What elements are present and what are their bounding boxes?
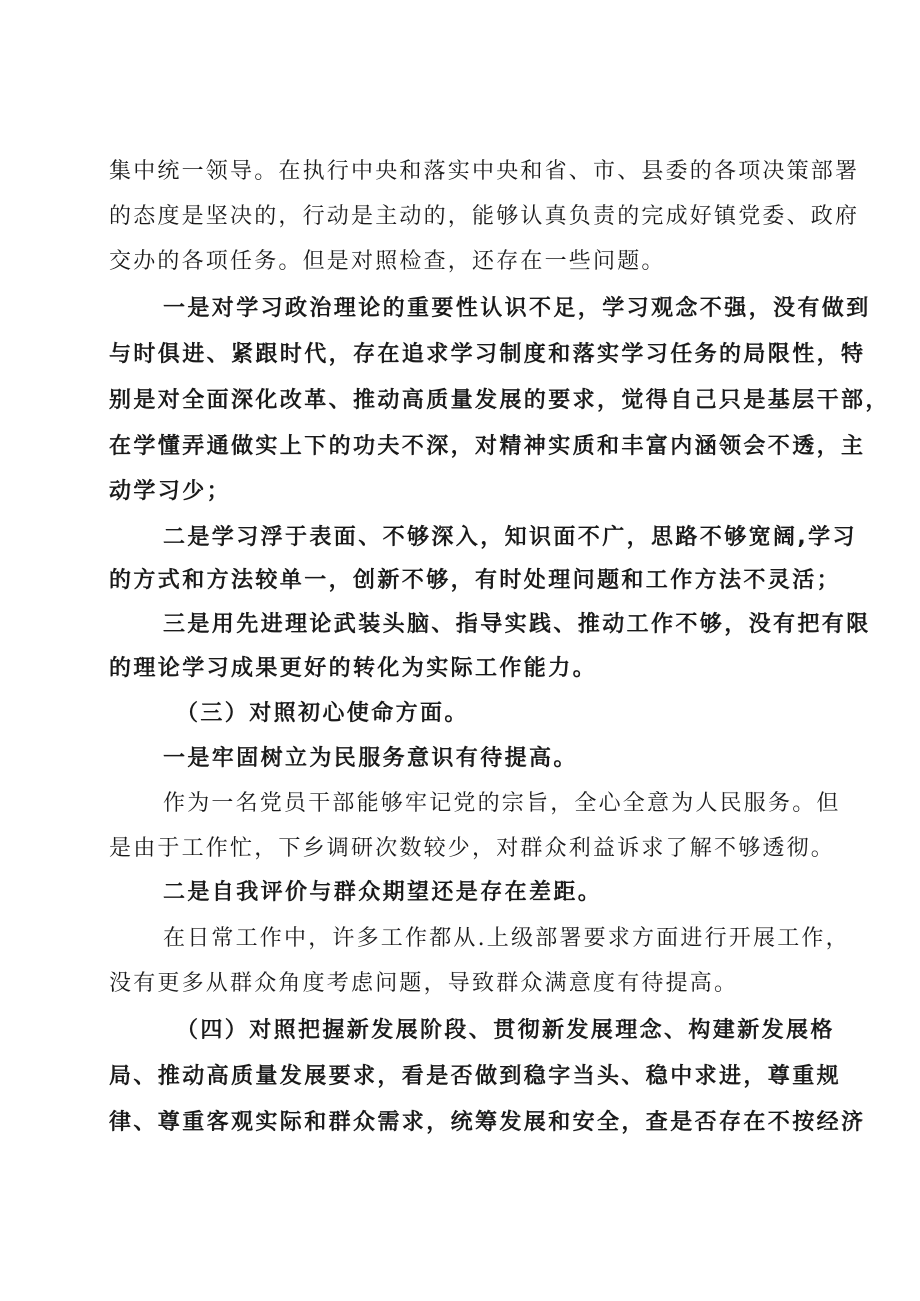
paragraph-line: 与时俱进、紧跟时代，存在追求学习制度和落实学习任务的局限性，特 <box>109 342 866 367</box>
paragraph-line: 三是用先进理论武装头脑、指导实践、推动工作不够，没有把有限 <box>163 612 871 637</box>
paragraph-line: 二是学习浮于表面、不够深入，知识面不广，思路不够宽阔,学习 <box>163 525 857 550</box>
paragraph-line: 在日常工作中，许多工作都从.上级部署要求方面进行开展工作， <box>163 926 850 951</box>
paragraph-line: 的方式和方法较单一，创新不够，有时处理问题和工作方法不灵活； <box>109 568 842 593</box>
paragraph-line: 别是对全面深化改革、推动高质量发展的要求，觉得自己只是基层干部， <box>109 388 890 413</box>
subheading: 一是牢固树立为民服务意识有待提高。 <box>163 746 578 771</box>
paragraph-line: 没有更多从群众角度考虑问题，导致群众满意度有待提高。 <box>109 971 739 996</box>
paragraph-line: 的态度是坚决的，行动是主动的，能够认真负责的完成好镇党委、政府 <box>109 204 860 229</box>
paragraph-line: 作为一名党员干部能够牢记党的宗旨，全心全意为人民服务。但 <box>163 791 841 816</box>
paragraph-line: 交办的各项任务。但是对照检查，还存在一些问题。 <box>109 249 666 274</box>
paragraph-line: 在学懂弄通做实上下的功夫不深，对精神实质和丰富内涵领会不透，主 <box>109 434 866 459</box>
paragraph-line: 是由于工作忙，下乡调研次数较少，对群众利益诉求了解不够透彻。 <box>109 836 836 861</box>
paragraph-line: 的理论学习成果更好的转化为实际工作能力。 <box>109 656 598 681</box>
paragraph-line: 一是对学习政治理论的重要性认识不足，学习观念不强，没有做到 <box>163 296 871 321</box>
paragraph-line: 律、尊重客观实际和群众需求，统筹发展和安全，查是否存在不按经济 <box>109 1110 866 1135</box>
section-heading: （四）对照把握新发展阶段、贯彻新发展理念、构建新发展格 <box>176 1018 835 1043</box>
paragraph-line: 动学习少； <box>109 479 232 504</box>
section-heading: （三）对照初心使命方面。 <box>176 701 469 726</box>
subheading: 二是自我评价与群众期望还是存在差距。 <box>163 880 603 905</box>
paragraph-line: 局、推动高质量发展要求，看是否做到稳字当头、稳中求进，尊重规 <box>109 1064 842 1089</box>
paragraph-line: 集中统一领导。在执行中央和落实中央和省、市、县委的各项决策部署 <box>109 159 860 184</box>
